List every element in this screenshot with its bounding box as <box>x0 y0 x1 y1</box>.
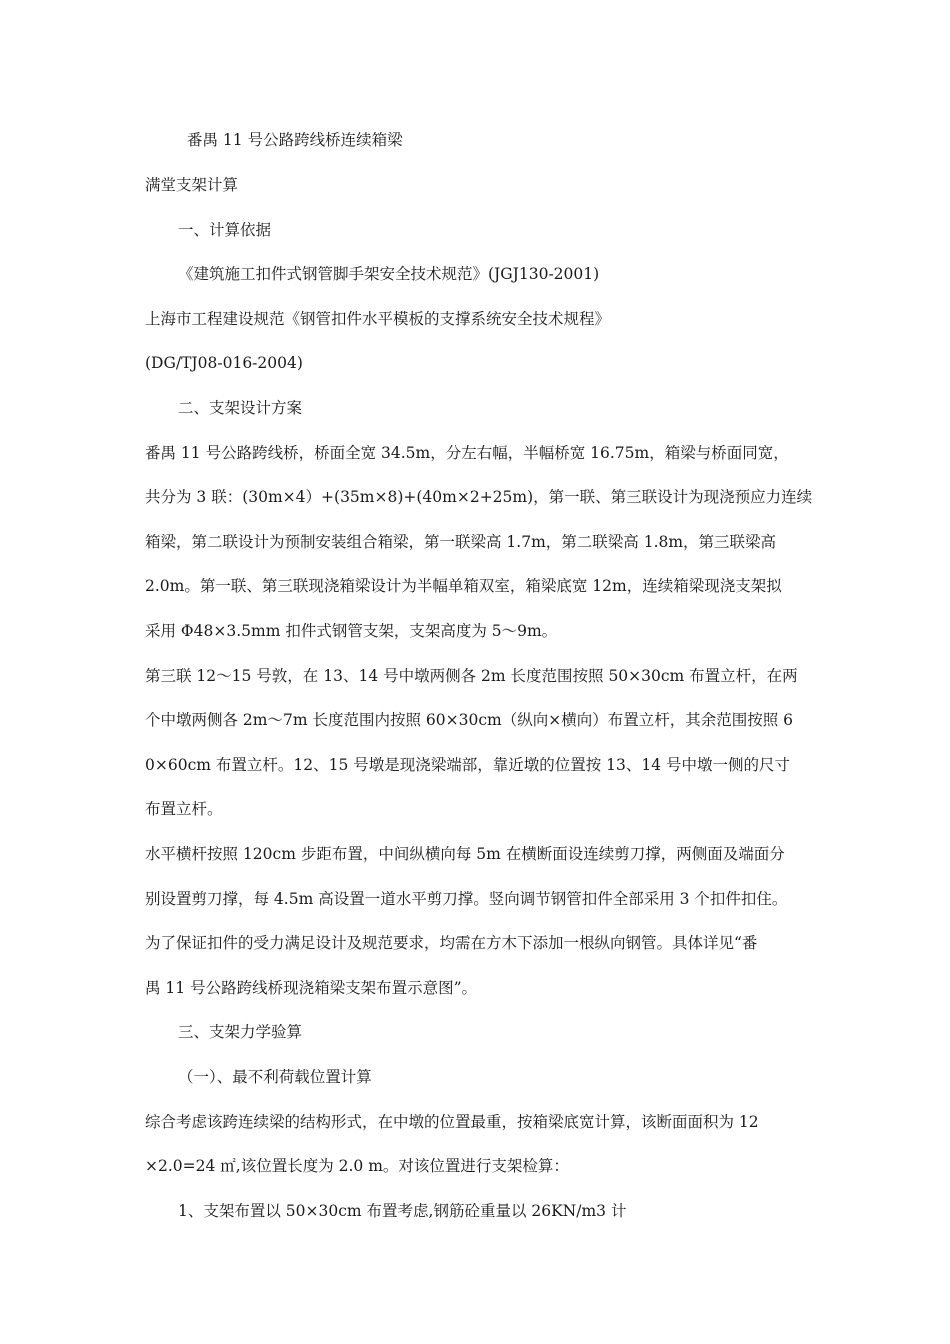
paragraph-2-line: 0×60cm 布置立杆。12、15 号墩是现浇梁端部，靠近墩的位置按 13、14 号中墩一侧的尺寸 <box>145 756 791 774</box>
paragraph-1-line: 共分为 3 联：(30m×4）+(35m×8)+(40m×2+25m)，第一联、第三联设计为现浇预应力连续 <box>145 488 813 506</box>
paragraph-1-line: 2.0m。第一联、第三联现浇箱梁设计为半幅单箱双室，箱梁底宽 12m，连续箱梁现浇支架拟 <box>145 577 782 595</box>
paragraph-1-line: 采用 Φ48×3.5mm 扣件式钢管支架，支架高度为 5～9m。 <box>145 622 558 640</box>
section-1-heading: 一、计算依据 <box>178 221 272 239</box>
reference-2-line-2: (DG/TJ08-016-2004) <box>145 354 303 372</box>
reference-2-line-1: 上海市工程建设规范《钢管扣件水平模板的支撑系统安全技术规程》 <box>145 310 611 328</box>
paragraph-2-line: 个中墩两侧各 2m～7m 长度范围内按照 60×30cm（纵向×横向）布置立杆，其余范围按照 6 <box>145 711 793 729</box>
paragraph-3-line: 禺 11 号公路跨线桥现浇箱梁支架布置示意图”。 <box>145 979 478 997</box>
document-title: 番禺 11 号公路跨线桥连续箱梁 <box>187 131 403 149</box>
paragraph-2-line: 布置立杆。 <box>145 800 223 818</box>
reference-1: 《建筑施工扣件式钢管脚手架安全技术规范》(JGJ130-2001) <box>178 265 600 283</box>
paragraph-2-line: 第三联 12～15 号敦，在 13、14 号中墩两侧各 2m 长度范围按照 50×30cm 布置立杆，在两 <box>145 667 798 685</box>
paragraph-1-line: 番禺 11 号公路跨线桥，桥面全宽 34.5m，分左右幅，半幅桥宽 16.75m，箱梁与桥面同宽， <box>145 444 789 462</box>
paragraph-3-line: 水平横杆按照 120cm 步距布置，中间纵横向每 5m 在横断面设连续剪刀撑，两侧面及端面分 <box>145 845 785 863</box>
paragraph-4-line: 综合考虑该跨连续梁的结构形式，在中墩的位置最重，按箱梁底宽计算，该断面面积为 12 <box>145 1113 759 1131</box>
section-3-heading: 三、支架力学验算 <box>178 1023 303 1041</box>
subsection-1-heading: （一）、最不利荷载位置计算 <box>178 1068 372 1086</box>
list-item-1: 1、支架布置以 50×30cm 布置考虑,钢筋砼重量以 26KN/m3 计 <box>178 1202 627 1220</box>
paragraph-3-line: 为了保证扣件的受力满足设计及规范要求，均需在方木下添加一根纵向钢管。具体详见“番 <box>145 934 758 952</box>
document-subtitle: 满堂支架计算 <box>145 176 239 194</box>
section-2-heading: 二、支架设计方案 <box>178 399 303 417</box>
paragraph-4-line: ×2.0=24 ㎡,该位置长度为 2.0 m。对该位置进行支架检算： <box>145 1157 569 1175</box>
paragraph-3-line: 别设置剪刀撑，每 4.5m 高设置一道水平剪刀撑。竖向调节钢管扣件全部采用 3 个扣件扣住。 <box>145 890 788 908</box>
paragraph-1-line: 箱梁，第二联设计为预制安装组合箱梁，第一联梁高 1.7m，第二联梁高 1.8m，第三联梁高 <box>145 533 777 551</box>
